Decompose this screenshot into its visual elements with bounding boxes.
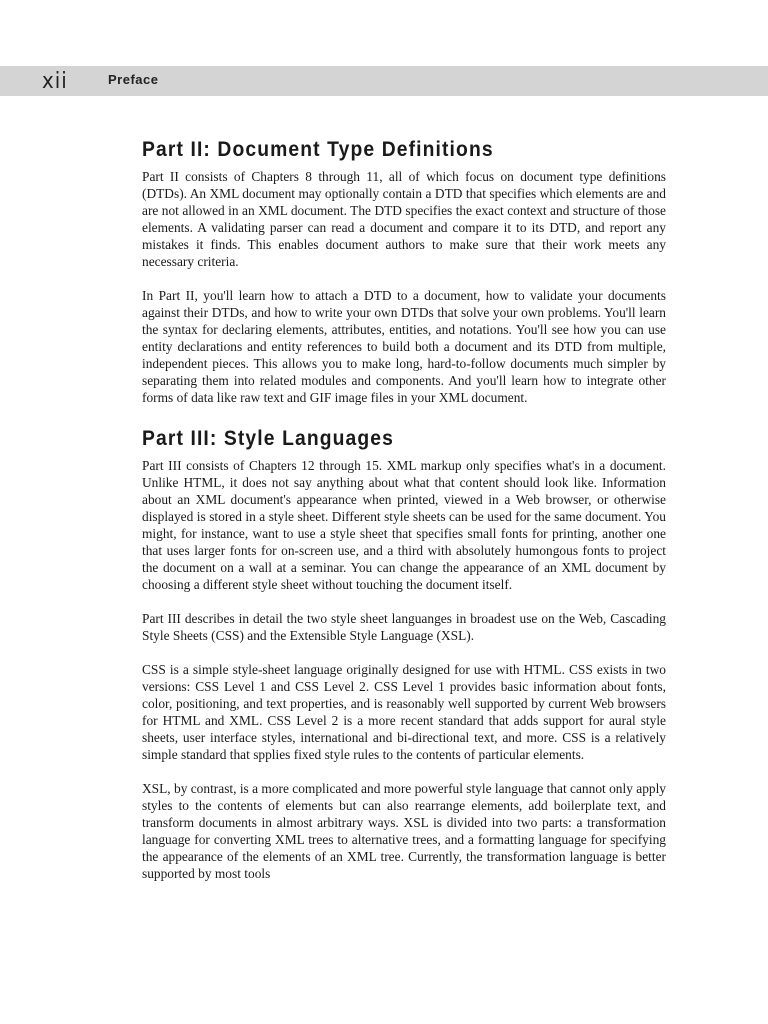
body-paragraph: XSL, by contrast, is a more complicated and more powerful style language that cannot only apply styles to the contents of elements but can also rearrange elements, add boilerplate text, and transform documents in almost arbitrary ways. XSL is divided into two parts: a transformation language for converting XML trees to alternative trees, and a formatting language for specifying the appearance of the elements of an XML tree. Currently, the transformation language is better supported by most tools — [142, 781, 666, 881]
section-heading: Part II: Document Type Definitions — [142, 138, 494, 161]
body-paragraph: Part III consists of Chapters 12 through 15. XML markup only specifies what's in a document. Unlike HTML, it does not say anything about what that content should look like. Information about an XML document's appearance when printed, viewed in a Web browser, or otherwise displayed is stored in a style sheet. Different style sheets can be used for the same document. You might, for instance, want to use a style sheet that specifies small fonts for printing, another one that uses larger fonts for on-screen use, and a third with absolutely humongous fonts to project the document on a wall at a seminar. You can change the appearance of an XML document by choosing a different style sheet without touching the document itself. — [142, 458, 666, 592]
running-head-title: Preface — [108, 72, 159, 87]
body-paragraph: Part III describes in detail the two style sheet languanges in broadest use on the Web, Cascading Style Sheets (CSS) and the Extensible Style Language (XSL). — [142, 611, 666, 643]
body-paragraph: In Part II, you'll learn how to attach a DTD to a document, how to validate your documents against their DTDs, and how to write your own DTDs that solve your own problems. You'll learn the syntax for declaring elements, attributes, entities, and notations. You'll see how you can use entity declarations and entity references to build both a document and its DTD from multiple, independent pieces. This allows you to make long, hard-to-follow documents much simpler by separating them into related modules and components. And you'll learn how to integrate other forms of data like raw text and GIF image files in your XML document. — [142, 288, 666, 405]
body-paragraph: Part II consists of Chapters 8 through 11, all of which focus on document type definitions (DTDs). An XML document may optionally contain a DTD that specifies which elements are and are not allowed in an XML document. The DTD specifies the exact context and structure of those elements. A validating parser can read a document and compare it to its DTD, and report any mistakes it finds. This enables document authors to make sure that their work meets any necessary criteria. — [142, 169, 666, 269]
page-body — [142, 138, 666, 882]
page-number: xii — [42, 69, 68, 94]
running-header — [0, 66, 768, 96]
section-part-ii — [142, 138, 666, 406]
body-paragraph: CSS is a simple style-sheet language originally designed for use with HTML. CSS exists in two versions: CSS Level 1 and CSS Level 2. CSS Level 1 provides basic information about fonts, color, positioning, and text properties, and is reasonably well supported by current Web browsers for HTML and XML. CSS Level 2 is a more recent standard that adds support for aural style sheets, user interface styles, international and bi-directional text, and more. CSS is a relatively simple standard that spplies fixed style rules to the contents of particular elements. — [142, 662, 666, 762]
section-part-iii — [142, 427, 666, 882]
section-heading: Part III: Style Languages — [142, 427, 394, 450]
